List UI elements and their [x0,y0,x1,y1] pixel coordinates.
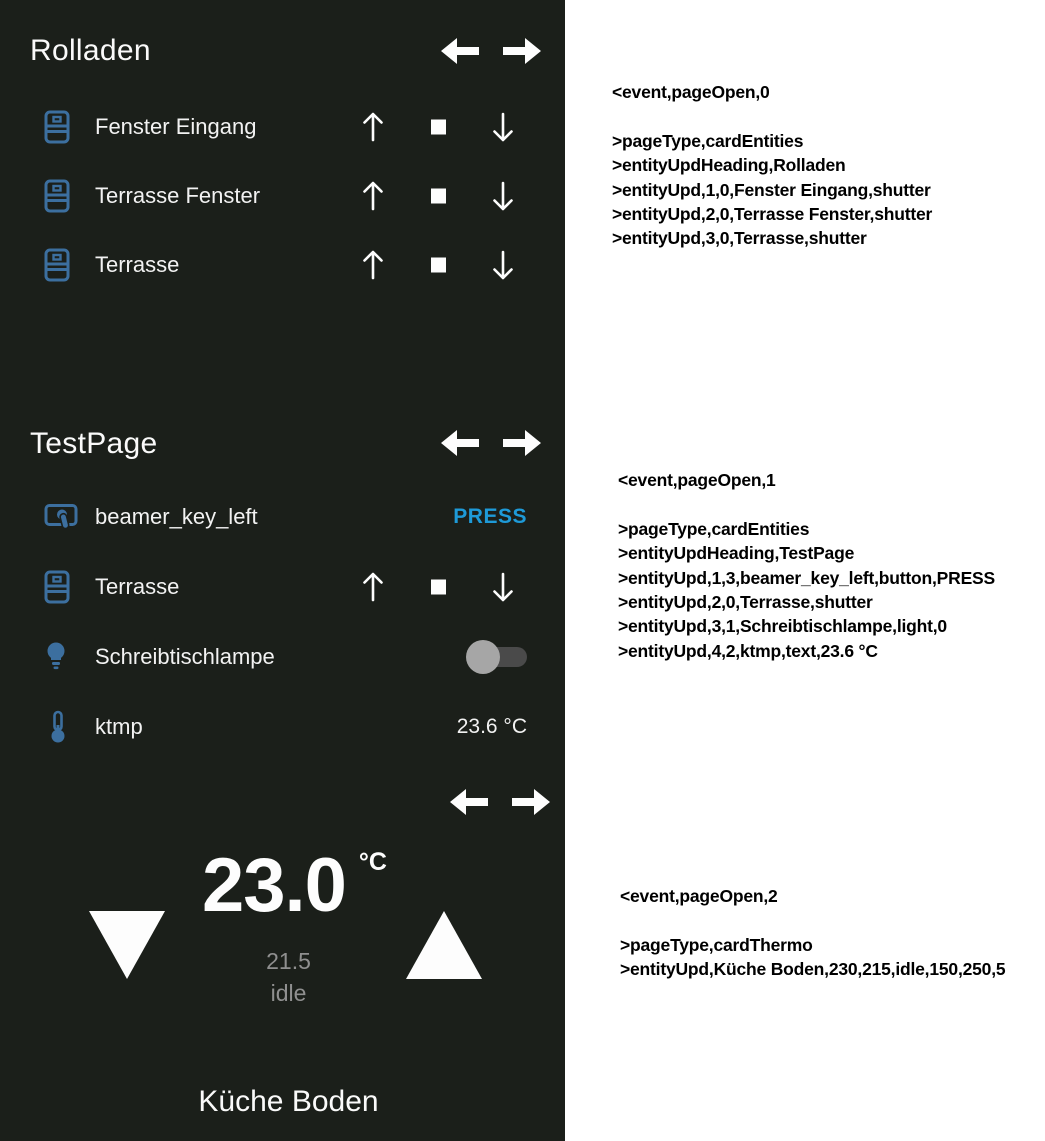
press-button[interactable]: PRESS [453,505,527,528]
next-page-arrow-icon[interactable] [512,787,550,817]
shutter-stop-icon[interactable] [431,258,446,273]
log-line: >entityUpd,3,1,Schreibtischlampe,light,0 [618,616,947,637]
page-title: TestPage [30,427,158,460]
log-block [620,884,1005,982]
log-line: >entityUpd,2,0,Terrasse Fenster,shutter [612,204,933,225]
log-line: >entityUpdHeading,Rolladen [612,155,846,176]
shutter-down-arrow-icon[interactable] [489,110,517,144]
window-shutter-icon [44,179,70,213]
toggle-knob[interactable] [466,640,500,674]
lightbulb-icon [44,641,68,673]
log-event-line: <event,pageOpen,0 [612,82,770,102]
prev-page-arrow-icon[interactable] [441,428,479,458]
shutter-up-arrow-icon[interactable] [359,110,387,144]
log-line: >pageType,cardThermo [620,934,813,955]
log-line: >entityUpd,4,2,ktmp,text,23.6 °C [618,640,878,661]
log-line: >entityUpdHeading,TestPage [618,543,855,564]
entity-row [0,483,565,551]
window-shutter-icon [44,248,70,282]
entity-name: beamer_key_left [95,504,258,529]
temperature-value: 23.6 °C [456,715,527,738]
temperature-unit: °C [358,848,387,876]
log-event-line: <event,pageOpen,2 [620,886,778,906]
entity-name: ktmp [95,714,143,739]
entity-row [0,553,565,621]
gesture-tap-button-icon [44,502,78,532]
next-page-arrow-icon[interactable] [503,36,541,66]
entity-row [0,93,565,161]
log-blank-line [618,492,995,516]
window-shutter-icon [44,110,70,144]
current-temperature-number: 23.0 [202,843,346,928]
thermo-title: Küche Boden [198,1085,379,1118]
prev-page-arrow-icon[interactable] [450,787,488,817]
log-blank-line [612,104,932,128]
hvac-state: idle [270,980,307,1006]
entity-name: Schreibtischlampe [95,644,275,669]
entity-name: Terrasse [95,252,180,277]
page-title: Rolladen [30,34,151,67]
shutter-up-arrow-icon[interactable] [359,179,387,213]
entity-name: Terrasse [95,574,180,599]
thermometer-icon [49,710,67,744]
entity-name: Terrasse Fenster [95,183,261,208]
entity-row [0,231,565,299]
shutter-stop-icon[interactable] [431,189,446,204]
entity-name: Fenster Eingang [95,114,257,139]
window-shutter-icon [44,570,70,604]
log-block [612,80,932,251]
shutter-up-arrow-icon[interactable] [359,248,387,282]
log-blank-line [620,908,1005,932]
shutter-down-arrow-icon[interactable] [489,570,517,604]
shutter-down-arrow-icon[interactable] [489,179,517,213]
log-line: >entityUpd,1,3,beamer_key_left,button,PRESS [618,567,995,588]
shutter-stop-icon[interactable] [431,120,446,135]
entity-row [0,162,565,230]
log-line: >entityUpd,1,0,Fenster Eingang,shutter [612,179,931,200]
log-event-line: <event,pageOpen,1 [618,470,776,490]
shutter-down-arrow-icon[interactable] [489,248,517,282]
shutter-up-arrow-icon[interactable] [359,570,387,604]
log-line: >pageType,cardEntities [612,130,804,151]
log-line: >pageType,cardEntities [618,518,810,539]
light-toggle[interactable] [468,647,527,667]
shutter-stop-icon[interactable] [431,580,446,595]
log-line: >entityUpd,Küche Boden,230,215,idle,150,250,5 [620,959,1006,980]
log-block [618,468,995,663]
prev-page-arrow-icon[interactable] [441,36,479,66]
log-line: >entityUpd,3,0,Terrasse,shutter [612,228,867,249]
entity-row [0,693,565,761]
log-line: >entityUpd,2,0,Terrasse,shutter [618,592,873,613]
target-temperature: 21.5 [266,948,311,974]
entity-row [0,623,565,691]
next-page-arrow-icon[interactable] [503,428,541,458]
